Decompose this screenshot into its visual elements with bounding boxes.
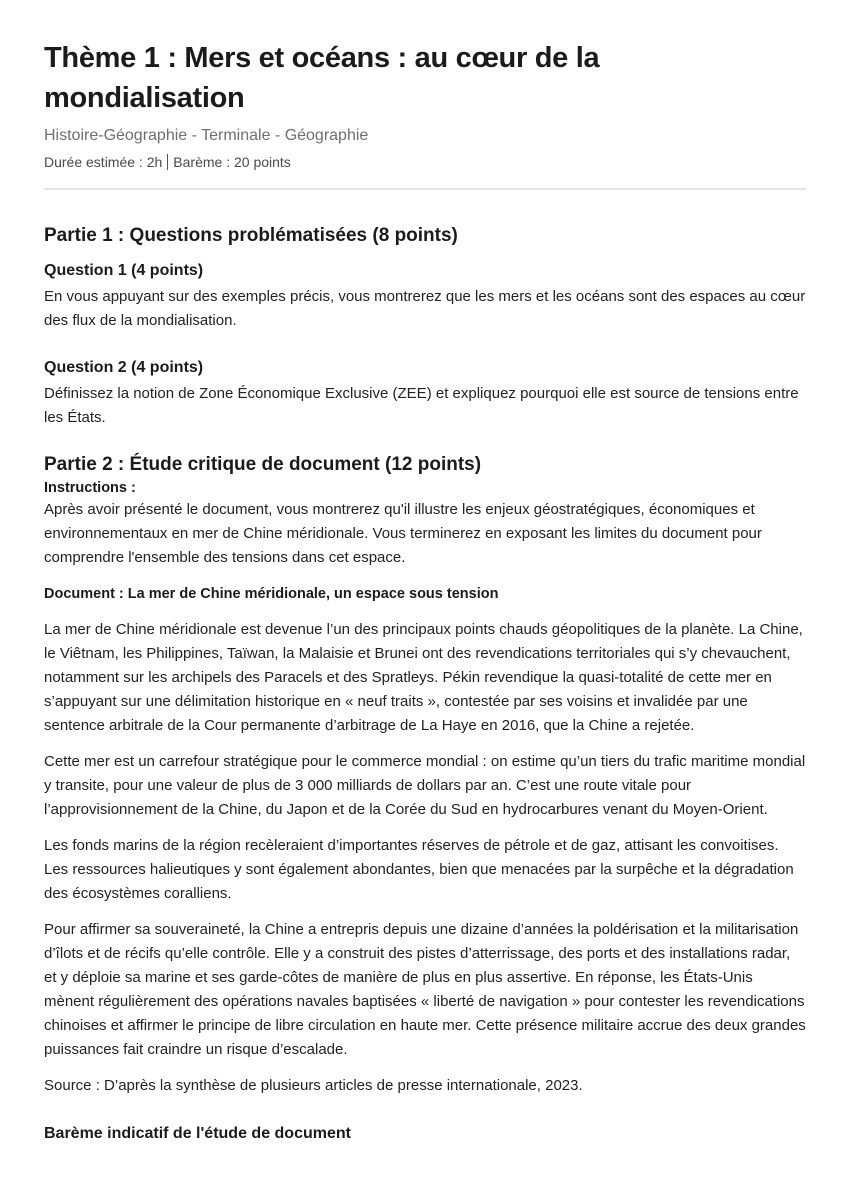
header-divider	[44, 188, 806, 190]
question-1-title: Question 1 (4 points)	[44, 262, 204, 279]
instructions-text: Après avoir présenté le document, vous montrerez qu'il illustre les enjeux géostratégiques, économiques et environnementaux en mer de Chine méridionale. Vous terminerez en exposant les limites du document pour comprendre l'ensemble des tensions dans cet espace.	[44, 501, 762, 566]
document-paragraph: Cette mer est un carrefour stratégique pour le commerce mondial : on estime qu’un tiers du trafic maritime mondial y transite, pour une valeur de plus de 3 000 milliards de dollars par an. C’est une route vitale pour l’approvisionnement de la Chine, du Japon et de la Corée du Sud en hydrocarbures venant du Moyen-Orient.	[44, 753, 806, 818]
document-paragraph: La mer de Chine méridionale est devenue l’un des principaux points chauds géopolitiques de la planète. La Chine, le Viêtnam, les Philippines, Taïwan, la Malaisie et Brunei ont des revendications territoriales qui s’y chevauchent, notamment sur les archipels des Paracels et des Spratleys. Pékin revendique la quasi-totalité de cette mer en s’appuyant sur une délimitation historique en « neuf traits », contestée par ses voisins et invalidée par une sentence arbitrale de la Cour permanente d’arbitrage de La Haye en 2016, que la Chine a rejetée.	[44, 621, 803, 734]
duration-label: Durée estimée : 2h	[44, 154, 163, 170]
document-paragraph: Pour affirmer sa souveraineté, la Chine a entrepris depuis une dizaine d’années la poldérisation et la militarisation d’îlots et de récifs qu’elle contrôle. Elle y a construit des pistes d’atterrissage, des ports et des installations radar, et y déploie sa marine et ses garde-côtes de manière de plus en plus assertive. En réponse, les États-Unis mènent régulièrement des opérations navales baptisées « liberté de navigation » pour contester les revendications chinoises et affirmer le principe de libre circulation en haute mer. Cette présence militaire accrue des deux grandes puissances fait craindre un risque d’escalade.	[44, 921, 806, 1058]
grading-label: Barème : 20 points	[173, 154, 291, 170]
document-body	[44, 618, 806, 1098]
subject-subtitle: Histoire-Géographie - Terminale - Géographie	[44, 127, 369, 144]
document-paragraph: Les fonds marins de la région recèleraient d’importantes réserves de pétrole et de gaz, attisant les convoitises. Les ressources halieutiques y sont également abondantes, bien que menacées par la surpêche et la dégradation des écosystèmes coralliens.	[44, 837, 794, 902]
exam-meta	[44, 152, 806, 172]
question-1-text: En vous appuyant sur des exemples précis, vous montrerez que les mers et les océans sont des espaces au cœur des flux de la mondialisation.	[44, 288, 806, 329]
meta-separator	[167, 154, 168, 170]
grading-section-title: Barème indicatif de l'étude de document	[44, 1125, 351, 1142]
part-2-title: Partie 2 : Étude critique de document (12 points)	[44, 454, 482, 475]
question-2-title: Question 2 (4 points)	[44, 359, 204, 376]
page-title: Thème 1 : Mers et océans : au cœur de la mondialisation	[44, 42, 600, 114]
part-1-title: Partie 1 : Questions problématisées (8 points)	[44, 225, 458, 246]
document-source: Source : D’après la synthèse de plusieurs articles de presse internationale, 2023.	[44, 1077, 583, 1094]
part-2-section	[44, 452, 806, 1145]
question-2	[44, 357, 806, 430]
question-1	[44, 260, 806, 333]
instructions-label: Instructions :	[44, 480, 136, 496]
part-1-section	[44, 223, 806, 430]
question-2-text: Définissez la notion de Zone Économique Exclusive (ZEE) et expliquez pourquoi elle est source de tensions entre les États.	[44, 385, 799, 426]
document-title: Document : La mer de Chine méridionale, un espace sous tension	[44, 586, 499, 602]
